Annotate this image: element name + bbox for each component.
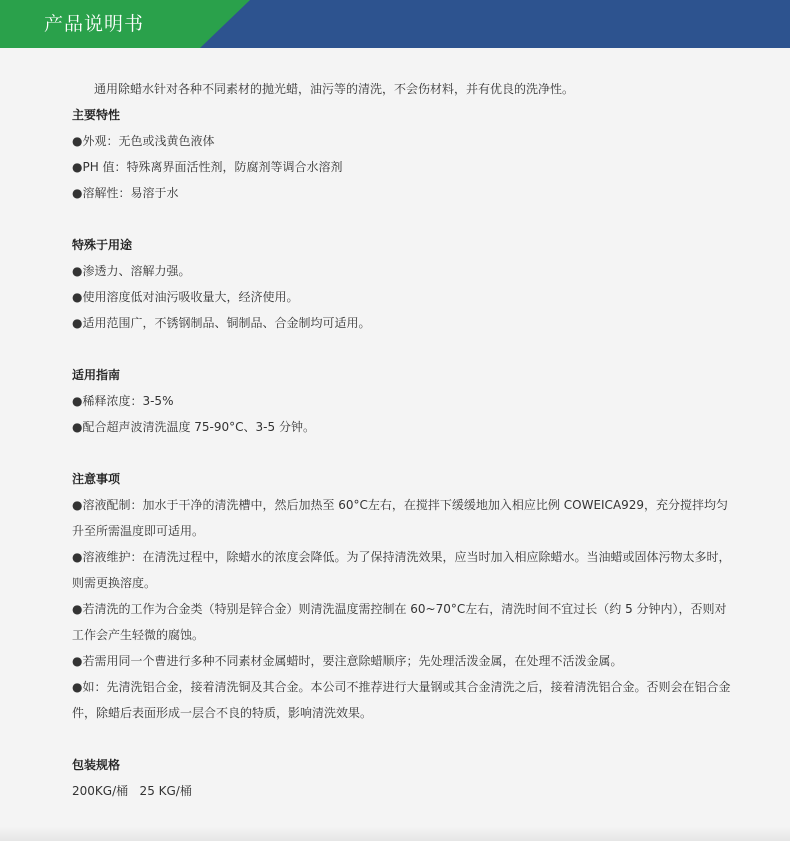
list-item: ●稀释浓度：3-5% [72,394,174,408]
section-title: 适用指南 [72,368,121,382]
intro-paragraph: 通用除蜡水针对各种不同素材的抛光蜡，油污等的清洗，不会伤材料，并有优良的洗净性。 [94,82,575,96]
section-title: 主要特性 [72,108,121,122]
list-item: ●若需用同一个曹进行多种不同素材金属蜡时，要注意除蜡顺序；先处理活泼金属，在处理不活泼金属。 [72,654,623,668]
section-packaging [72,752,732,804]
header-bar [0,0,790,48]
section-special-uses [72,232,732,336]
list-item: ●溶液配制：加水于干净的清洗槽中，然后加热至 60°C左右，在搅拌下缓缓地加入相应比例 COWEICA929，充分搅拌均匀升至所需温度即可适用。 [72,498,729,538]
document-body [72,76,732,804]
list-item: ●若清洗的工作为合金类（特别是锌合金）则清洗温度需控制在 60~70°C左右，清洗时间不宜过长（约 5 分钟内），否则对工作会产生轻微的腐蚀。 [72,602,727,642]
list-item: ●溶解性：易溶于水 [72,186,179,200]
section-title: 注意事项 [72,472,121,486]
section-usage-guide [72,362,732,440]
list-item: 200KG/桶 25 KG/桶 [72,784,192,798]
section-precautions [72,466,732,726]
list-item: ●PH 值：特殊离界面活性剂，防腐剂等调合水溶剂 [72,160,343,174]
list-item: ●适用范围广，不锈钢制品、铜制品、合金制均可适用。 [72,316,371,330]
section-title: 包装规格 [72,758,121,772]
list-item: ●如：先清洗铝合金，接着清洗铜及其合金。本公司不推荐进行大量钢或其合金清洗之后，接着清洗铝合金。否则会在铝合金件，除蜡后表面形成一层合不良的特质，影响清洗效果。 [72,680,731,720]
list-item: ●溶液维护：在清洗过程中，除蜡水的浓度会降低。为了保持清洗效果，应当时加入相应除蜡水。当油蜡或固体污物太多时，则需更换溶度。 [72,550,731,590]
section-main-features [72,102,732,206]
list-item: ●外观：无色或浅黄色液体 [72,134,215,148]
section-title: 特殊于用途 [72,238,133,252]
list-item: ●配合超声波清洗温度 75-90°C、3-5 分钟。 [72,420,315,434]
page-title: 产品说明书 [44,13,145,35]
bottom-edge [0,827,790,841]
list-item: ●渗透力、溶解力强。 [72,264,191,278]
list-item: ●使用溶度低对油污吸收量大，经济使用。 [72,290,299,304]
